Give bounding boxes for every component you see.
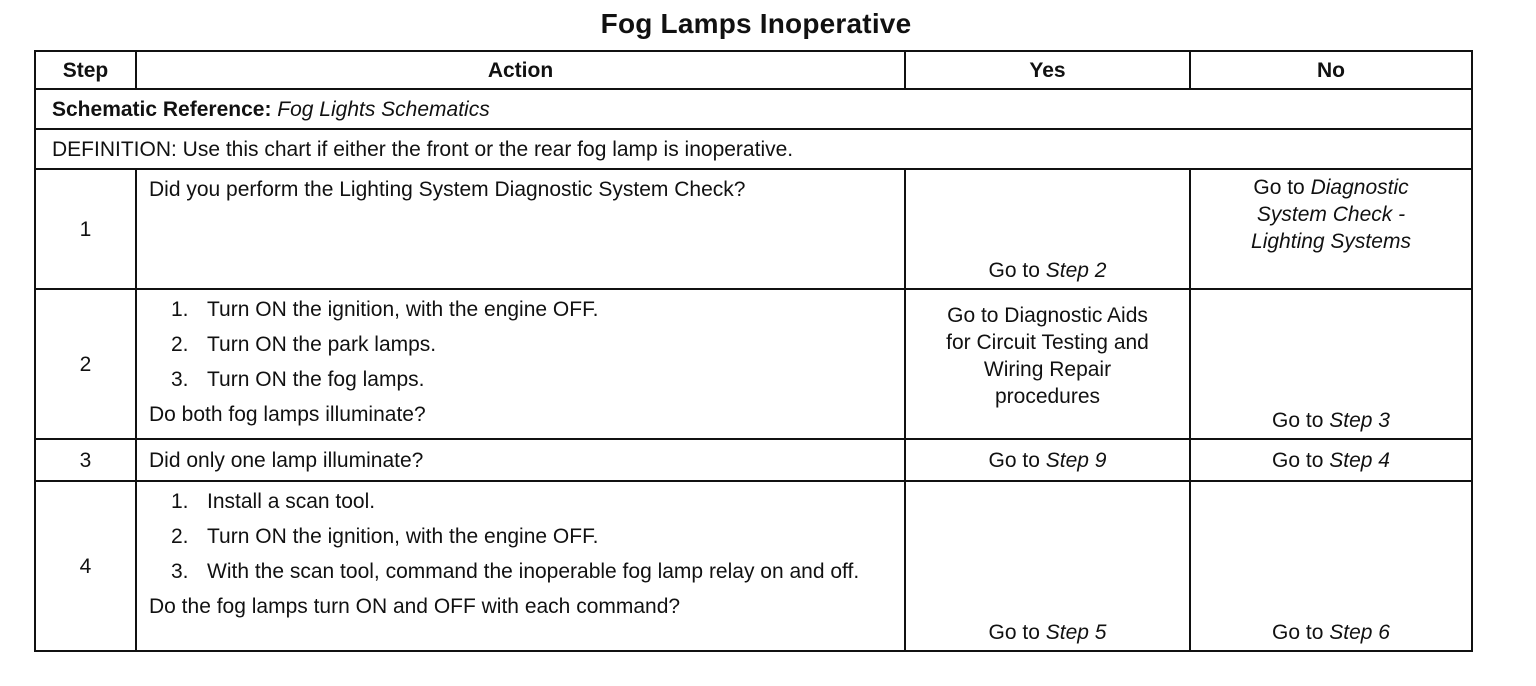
definition-row: [35, 129, 1472, 169]
yes-result[interactable]: Go to Step 2: [988, 259, 1107, 282]
list-item: 2. Turn ON the ignition, with the engine OFF.: [171, 525, 599, 548]
step-number: 4: [35, 481, 136, 651]
header-step: Step: [35, 51, 136, 89]
diagnostic-table: [34, 50, 1473, 652]
definition-text: DEFINITION: Use this chart if either the front or the rear fog lamp is inoperative.: [35, 129, 1472, 169]
header-yes: Yes: [905, 51, 1190, 89]
header-action: Action: [136, 51, 905, 89]
action-question: Did only one lamp illuminate?: [149, 448, 424, 472]
action-question: Did you perform the Lighting System Diagnostic System Check?: [149, 178, 746, 201]
table-row: [35, 289, 1472, 439]
list-item: 3. Turn ON the fog lamps.: [171, 368, 425, 391]
no-result[interactable]: Go to Diagnostic System Check - Lighting Systems: [1251, 176, 1411, 253]
yes-result[interactable]: Go to Step 9: [988, 448, 1107, 472]
action-question: Do the fog lamps turn ON and OFF with each command?: [149, 595, 681, 618]
no-result[interactable]: Go to Step 3: [1272, 409, 1390, 432]
no-result[interactable]: Go to Step 4: [1272, 448, 1390, 472]
step-number: 3: [35, 439, 136, 481]
action-steps: [149, 296, 892, 393]
page-title: Fog Lamps Inoperative: [600, 8, 912, 39]
list-item: 1. Turn ON the ignition, with the engine OFF.: [171, 298, 599, 321]
yes-result[interactable]: Go to Diagnostic Aids for Circuit Testing and Wiring Repair procedures: [946, 304, 1149, 408]
table-row: [35, 169, 1472, 289]
no-result[interactable]: Go to Step 6: [1272, 621, 1390, 644]
table-row: [35, 439, 1472, 481]
action-steps: [149, 488, 892, 585]
yes-result[interactable]: Go to Step 5: [988, 621, 1107, 644]
schematic-reference-row: [35, 89, 1472, 129]
action-question: Do both fog lamps illuminate?: [149, 403, 426, 426]
list-item: 3. With the scan tool, command the inoperable fog lamp relay on and off.: [171, 560, 860, 583]
step-number: 1: [35, 169, 136, 289]
schematic-reference-label: Schematic Reference:: [52, 97, 272, 121]
table-row: [35, 481, 1472, 651]
step-number: 2: [35, 289, 136, 439]
schematic-reference-link[interactable]: Fog Lights Schematics: [277, 97, 490, 121]
list-item: 2. Turn ON the park lamps.: [171, 333, 437, 356]
header-row: [35, 51, 1472, 89]
header-no: No: [1190, 51, 1472, 89]
list-item: 1. Install a scan tool.: [171, 490, 376, 513]
